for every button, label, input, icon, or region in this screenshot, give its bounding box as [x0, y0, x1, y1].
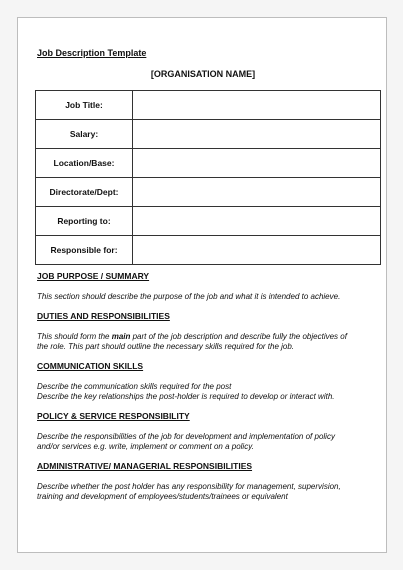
location-label: Location/Base:: [36, 149, 133, 178]
salary-field[interactable]: [133, 120, 381, 149]
communication-line-1: Describe the communication skills required for the post: [37, 382, 232, 391]
responsible-for-field[interactable]: [133, 236, 381, 265]
duties-text-start: This should form the: [37, 332, 112, 341]
policy-heading: POLICY & SERVICE RESPONSIBILITY: [37, 411, 190, 421]
salary-label: Salary:: [36, 120, 133, 149]
location-field[interactable]: [133, 149, 381, 178]
table-row: [36, 120, 381, 149]
admin-heading: ADMINISTRATIVE/ MANAGERIAL RESPONSIBILITIES: [37, 461, 253, 471]
job-purpose-heading: JOB PURPOSE / SUMMARY: [37, 271, 150, 281]
duties-text-emphasis: main: [111, 332, 131, 341]
communication-line-2: Describe the key relationships the post-holder is required to develop or interact with.: [37, 392, 335, 401]
duties-text-end: part of the job description and describe fully the objectives of the role. This part should outline the necessary skills required for the job.: [37, 332, 347, 351]
duties-text: [37, 332, 357, 352]
duties-heading: DUTIES AND RESPONSIBILITIES: [37, 311, 170, 321]
reporting-to-field[interactable]: [133, 207, 381, 236]
policy-text: Describe the responsibilities of the job for development and implementation of policy and/or services e.g. write, implement or comment on a policy.: [37, 432, 335, 451]
job-purpose-text: This section should describe the purpose of the job and what it is intended to achieve.: [37, 292, 341, 301]
communication-text: [37, 382, 357, 402]
job-info-table: [35, 90, 381, 265]
reporting-to-label: Reporting to:: [36, 207, 133, 236]
table-row: [36, 178, 381, 207]
document-page: [17, 17, 387, 553]
responsible-for-label: Responsible for:: [36, 236, 133, 265]
admin-text: Describe whether the post holder has any responsibility for management, supervision, training and development of employees/students/trainees or equivalent: [37, 482, 341, 501]
table-row: [36, 91, 381, 120]
communication-heading: COMMUNICATION SKILLS: [37, 361, 144, 371]
directorate-label: Directorate/Dept:: [36, 178, 133, 207]
job-title-label: Job Title:: [36, 91, 133, 120]
directorate-field[interactable]: [133, 178, 381, 207]
document-title: Job Description Template: [37, 48, 147, 58]
document-body: [37, 271, 357, 511]
organisation-name: [ORGANISATION NAME]: [150, 69, 256, 79]
table-row: [36, 207, 381, 236]
job-title-field[interactable]: [133, 91, 381, 120]
table-row: [36, 236, 381, 265]
table-row: [36, 149, 381, 178]
